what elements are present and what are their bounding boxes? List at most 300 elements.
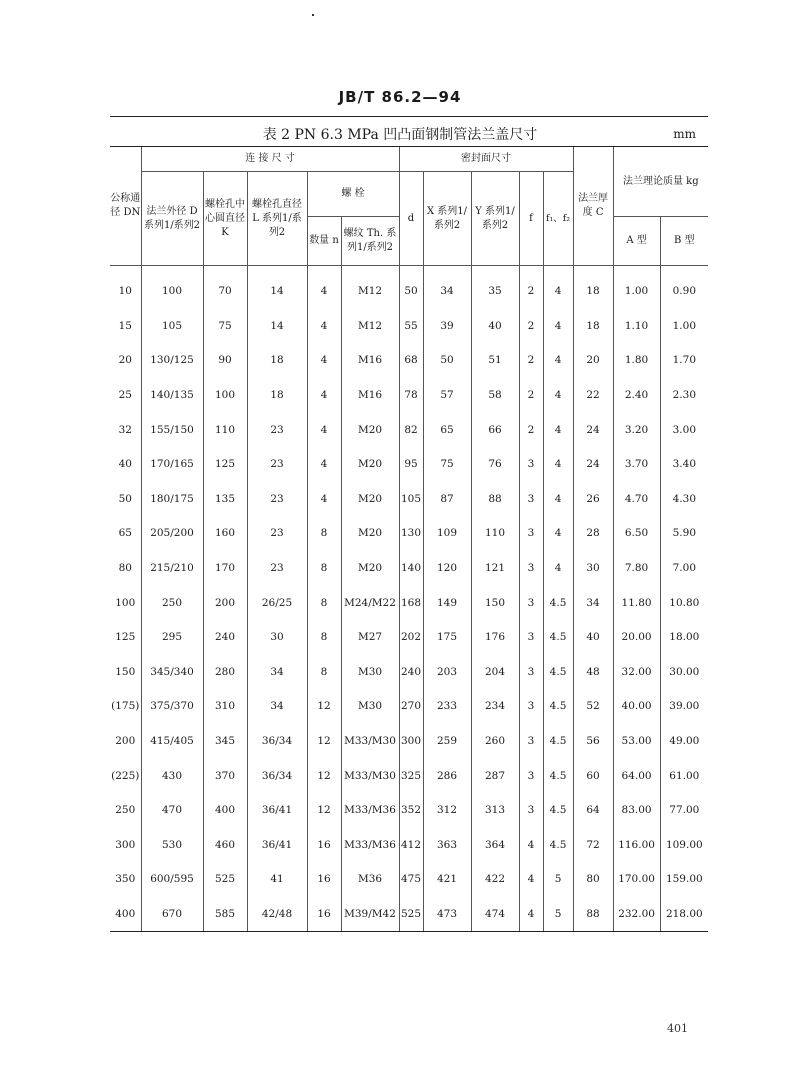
- table-cell: 66: [471, 412, 519, 447]
- table-cell: 250: [115, 804, 136, 817]
- table-cell: 0.90: [660, 266, 708, 309]
- table-cell: 475: [399, 862, 423, 897]
- table-row: [110, 793, 708, 828]
- table-cell: 168: [399, 585, 423, 620]
- table-cell: M16: [341, 378, 399, 413]
- table-cell: 525: [399, 897, 423, 932]
- table-cell: 202: [399, 620, 423, 655]
- table-cell: 11.80: [613, 585, 660, 620]
- table-cell: 460: [203, 828, 247, 863]
- table-cell: 4: [543, 309, 573, 344]
- table-cell: 50: [399, 266, 423, 309]
- table-cell: M20: [341, 482, 399, 517]
- table-cell: 75: [203, 309, 247, 344]
- table-cell: 14: [247, 309, 307, 344]
- table-cell: 4.70: [613, 482, 660, 517]
- table-cell: 4: [307, 482, 341, 517]
- group-header-connection: 连 接 尺 寸: [141, 147, 399, 172]
- table-cell: 24: [573, 412, 613, 447]
- table-cell: 270: [399, 689, 423, 724]
- table-cell: M33/M30: [341, 758, 399, 793]
- table-cell: 4.5: [543, 793, 573, 828]
- table-cell: 4.5: [543, 724, 573, 759]
- table-cell: 16: [307, 897, 341, 932]
- table-cell: 205/200: [141, 516, 203, 551]
- table-cell: 4.5: [543, 655, 573, 690]
- table-cell: 3: [519, 585, 543, 620]
- table-row: [110, 620, 708, 655]
- table-cell: 10.80: [660, 585, 708, 620]
- table-cell: 23: [247, 447, 307, 482]
- table-cell: 12: [307, 724, 341, 759]
- table-cell: 72: [573, 828, 613, 863]
- table-cell: 26: [573, 482, 613, 517]
- table-cell: 155/150: [141, 412, 203, 447]
- table-cell: (225): [111, 769, 140, 782]
- table-cell: 5: [543, 862, 573, 897]
- table-cell: 4: [543, 412, 573, 447]
- table-cell: 14: [247, 266, 307, 309]
- unit-label: mm: [673, 127, 696, 141]
- table-cell: 175: [423, 620, 471, 655]
- table-cell: 68: [399, 343, 423, 378]
- table-cell: 16: [307, 862, 341, 897]
- table-cell: M33/M30: [341, 724, 399, 759]
- table-cell: 422: [471, 862, 519, 897]
- table-cell: 4.5: [543, 689, 573, 724]
- table-cell: 3.20: [613, 412, 660, 447]
- table-cell: 600/595: [141, 862, 203, 897]
- table-cell: 36/34: [247, 724, 307, 759]
- table-cell: 3: [519, 758, 543, 793]
- table-cell: 30: [573, 551, 613, 586]
- table-cell: 55: [399, 309, 423, 344]
- table-cell: 12: [307, 793, 341, 828]
- table-cell: 670: [141, 897, 203, 932]
- table-cell: M36: [341, 862, 399, 897]
- table-cell: M33/M36: [341, 793, 399, 828]
- table-caption: 表 2 PN 6.3 MPa 凹凸面钢制管法兰盖尺寸: [262, 127, 538, 143]
- table-cell: 240: [203, 620, 247, 655]
- table-cell: 34: [247, 689, 307, 724]
- table-cell: 2: [519, 412, 543, 447]
- col-header-bolt-hole: 螺栓孔直径 L 系列1/系列2: [247, 172, 307, 266]
- table-row: [110, 655, 708, 690]
- table-cell: 39: [423, 309, 471, 344]
- group-header-sealing: 密封面尺寸: [399, 147, 573, 172]
- table-cell: 26/25: [247, 585, 307, 620]
- table-cell: 77.00: [660, 793, 708, 828]
- table-cell: 233: [423, 689, 471, 724]
- table-cell: 80: [118, 562, 132, 575]
- table-cell: 60: [573, 758, 613, 793]
- table-cell: 215/210: [141, 551, 203, 586]
- table-cell: M20: [341, 447, 399, 482]
- table-cell: 23: [247, 551, 307, 586]
- table-cell: 260: [471, 724, 519, 759]
- table-cell: 352: [399, 793, 423, 828]
- page-number: 401: [667, 1022, 688, 1035]
- table-cell: 3.40: [660, 447, 708, 482]
- table-cell: 65: [423, 412, 471, 447]
- table-row: [110, 343, 708, 378]
- table-cell: 8: [307, 551, 341, 586]
- table-cell: 160: [203, 516, 247, 551]
- table-cell: 18: [573, 309, 613, 344]
- table-cell: 3: [519, 482, 543, 517]
- table-cell: 125: [203, 447, 247, 482]
- table-cell: 4.5: [543, 620, 573, 655]
- table-cell: 8: [307, 585, 341, 620]
- table-cell: 412: [399, 828, 423, 863]
- table-cell: 4: [519, 897, 543, 932]
- col-header-x: X 系列1/系列2: [423, 172, 471, 266]
- standard-code: JB/T 86.2—94: [338, 88, 462, 106]
- table-cell: (175): [111, 700, 140, 713]
- table-cell: 5.90: [660, 516, 708, 551]
- table-cell: 34: [573, 585, 613, 620]
- table-cell: 2.40: [613, 378, 660, 413]
- table-cell: 83.00: [613, 793, 660, 828]
- table-cell: 4: [307, 343, 341, 378]
- table-cell: 24: [573, 447, 613, 482]
- table-cell: 40: [118, 458, 132, 471]
- table-cell: 4: [307, 412, 341, 447]
- table-cell: 32: [118, 423, 132, 436]
- table-cell: 64.00: [613, 758, 660, 793]
- table-cell: 4: [307, 447, 341, 482]
- table-row: [110, 412, 708, 447]
- table-cell: 234: [471, 689, 519, 724]
- table-cell: 36/41: [247, 828, 307, 863]
- table-body: [110, 266, 708, 932]
- table-cell: 2: [519, 378, 543, 413]
- table-cell: 200: [115, 735, 136, 748]
- table-cell: 88: [471, 482, 519, 517]
- table-cell: 64: [573, 793, 613, 828]
- table-cell: 364: [471, 828, 519, 863]
- table-cell: 370: [203, 758, 247, 793]
- table-cell: 585: [203, 897, 247, 932]
- table-cell: 87: [423, 482, 471, 517]
- table-cell: 105: [141, 309, 203, 344]
- table-cell: 200: [203, 585, 247, 620]
- table-cell: 530: [141, 828, 203, 863]
- table-cell: 1.10: [613, 309, 660, 344]
- table-cell: 135: [203, 482, 247, 517]
- table-cell: 312: [423, 793, 471, 828]
- table-cell: M24/M22: [341, 585, 399, 620]
- table-cell: 350: [115, 873, 136, 886]
- table-row: [110, 828, 708, 863]
- table-cell: 105: [399, 482, 423, 517]
- table-cell: 8: [307, 516, 341, 551]
- table-cell: 3: [519, 620, 543, 655]
- table-cell: 18: [247, 378, 307, 413]
- col-header-f1f2: f₁、f₂: [543, 172, 573, 266]
- table-cell: 88: [573, 897, 613, 932]
- table-cell: 53.00: [613, 724, 660, 759]
- table-row: [110, 585, 708, 620]
- table-cell: 7.80: [613, 551, 660, 586]
- table-cell: 3.70: [613, 447, 660, 482]
- table-cell: 1.00: [660, 309, 708, 344]
- table-row: [110, 897, 708, 932]
- table-cell: 140: [399, 551, 423, 586]
- table-cell: 4.5: [543, 585, 573, 620]
- table-cell: M12: [341, 266, 399, 309]
- table-cell: 430: [141, 758, 203, 793]
- table-cell: 36/34: [247, 758, 307, 793]
- table-cell: 18: [247, 343, 307, 378]
- table-cell: 40: [471, 309, 519, 344]
- col-header-f: f: [519, 172, 543, 266]
- table-cell: 232.00: [613, 897, 660, 932]
- table-cell: 300: [399, 724, 423, 759]
- table-cell: 39.00: [660, 689, 708, 724]
- table-cell: 8: [307, 620, 341, 655]
- table-cell: 470: [141, 793, 203, 828]
- table-cell: 150: [115, 665, 136, 678]
- table-cell: 50: [118, 492, 132, 505]
- table-cell: 170.00: [613, 862, 660, 897]
- table-cell: 2: [519, 343, 543, 378]
- table-cell: M16: [341, 343, 399, 378]
- table-cell: 3: [519, 655, 543, 690]
- table-cell: 120: [423, 551, 471, 586]
- table-cell: 474: [471, 897, 519, 932]
- table-cell: 4: [307, 309, 341, 344]
- table-cell: M30: [341, 655, 399, 690]
- table-cell: 110: [203, 412, 247, 447]
- table-cell: 16: [307, 828, 341, 863]
- table-cell: 287: [471, 758, 519, 793]
- table-cell: 65: [118, 527, 132, 540]
- table-cell: 4.5: [543, 758, 573, 793]
- table-row: [110, 758, 708, 793]
- table-cell: M12: [341, 309, 399, 344]
- table-cell: 170: [203, 551, 247, 586]
- table-cell: 6.50: [613, 516, 660, 551]
- table-cell: 4: [519, 862, 543, 897]
- table-cell: 41: [247, 862, 307, 897]
- table-cell: 42/48: [247, 897, 307, 932]
- col-header-dn: 公称通径 DN: [110, 147, 141, 266]
- table-cell: 345/340: [141, 655, 203, 690]
- table-cell: 4: [307, 378, 341, 413]
- col-header-type-b: B 型: [660, 217, 708, 266]
- table-cell: 400: [203, 793, 247, 828]
- table-cell: 30.00: [660, 655, 708, 690]
- table-cell: 250: [141, 585, 203, 620]
- table-cell: 34: [247, 655, 307, 690]
- table-cell: 100: [203, 378, 247, 413]
- table-cell: 20: [118, 354, 132, 367]
- table-cell: 3.00: [660, 412, 708, 447]
- table-cell: 100: [115, 596, 136, 609]
- table-cell: 5: [543, 897, 573, 932]
- table-cell: 49.00: [660, 724, 708, 759]
- table-cell: 2: [519, 266, 543, 309]
- table-cell: 325: [399, 758, 423, 793]
- header-rule: [110, 116, 708, 117]
- col-header-flange-od: 法兰外径 D 系列1/系列2: [141, 172, 203, 266]
- table-cell: 421: [423, 862, 471, 897]
- table-cell: 23: [247, 482, 307, 517]
- group-header-bolt: 螺 栓: [307, 172, 399, 217]
- table-cell: 40: [573, 620, 613, 655]
- table-cell: 159.00: [660, 862, 708, 897]
- table-cell: 23: [247, 516, 307, 551]
- table-cell: 170/165: [141, 447, 203, 482]
- table-cell: 4.30: [660, 482, 708, 517]
- table-cell: 4: [543, 516, 573, 551]
- table-cell: 90: [203, 343, 247, 378]
- table-cell: 1.80: [613, 343, 660, 378]
- table-cell: 4: [519, 828, 543, 863]
- col-header-type-a: A 型: [613, 217, 660, 266]
- table-cell: M20: [341, 551, 399, 586]
- table-cell: 280: [203, 655, 247, 690]
- table-row: [110, 378, 708, 413]
- table-row: [110, 516, 708, 551]
- table-cell: 80: [573, 862, 613, 897]
- table-cell: M20: [341, 412, 399, 447]
- table-cell: 203: [423, 655, 471, 690]
- table-cell: M20: [341, 516, 399, 551]
- table-cell: 125: [115, 631, 136, 644]
- table-cell: 4: [543, 447, 573, 482]
- table-cell: 3: [519, 551, 543, 586]
- flange-dimension-table: [110, 146, 708, 932]
- table-cell: M27: [341, 620, 399, 655]
- table-cell: 2: [519, 309, 543, 344]
- table-cell: 32.00: [613, 655, 660, 690]
- table-cell: 116.00: [613, 828, 660, 863]
- table-row: [110, 551, 708, 586]
- table-cell: 204: [471, 655, 519, 690]
- table-cell: 51: [471, 343, 519, 378]
- table-cell: 2.30: [660, 378, 708, 413]
- table-cell: 140/135: [141, 378, 203, 413]
- table-cell: 3: [519, 689, 543, 724]
- table-cell: 12: [307, 758, 341, 793]
- table-cell: 150: [471, 585, 519, 620]
- table-cell: 56: [573, 724, 613, 759]
- table-cell: 3: [519, 793, 543, 828]
- table-cell: 23: [247, 412, 307, 447]
- table-cell: 3: [519, 447, 543, 482]
- table-cell: 61.00: [660, 758, 708, 793]
- table-cell: 75: [423, 447, 471, 482]
- table-cell: 4: [543, 343, 573, 378]
- table-cell: M39/M42: [341, 897, 399, 932]
- table-cell: 345: [203, 724, 247, 759]
- table-cell: 34: [423, 266, 471, 309]
- table-cell: 375/370: [141, 689, 203, 724]
- table-cell: 30: [247, 620, 307, 655]
- table-cell: 18.00: [660, 620, 708, 655]
- col-header-bolt-circle: 螺栓孔中心圆直径 K: [203, 172, 247, 266]
- table-cell: M33/M36: [341, 828, 399, 863]
- table-cell: 300: [115, 838, 136, 851]
- table-cell: 40.00: [613, 689, 660, 724]
- table-cell: 12: [307, 689, 341, 724]
- col-header-thickness: 法兰厚度 C: [573, 147, 613, 266]
- table-cell: 57: [423, 378, 471, 413]
- table-cell: 95: [399, 447, 423, 482]
- table-cell: 52: [573, 689, 613, 724]
- table-cell: 109: [423, 516, 471, 551]
- table-cell: 130/125: [141, 343, 203, 378]
- table-cell: 4: [543, 482, 573, 517]
- group-header-mass: 法兰理论质量 kg: [613, 147, 708, 217]
- table-cell: 313: [471, 793, 519, 828]
- table-row: [110, 266, 708, 309]
- col-header-bolt-count: 数量 n: [307, 217, 341, 266]
- table-cell: 121: [471, 551, 519, 586]
- scan-speck: [312, 14, 314, 16]
- table-cell: 525: [203, 862, 247, 897]
- table-cell: 286: [423, 758, 471, 793]
- table-row: [110, 689, 708, 724]
- table-cell: 36/41: [247, 793, 307, 828]
- table-cell: 48: [573, 655, 613, 690]
- col-header-y: Y 系列1/系列2: [471, 172, 519, 266]
- table-cell: 3: [519, 724, 543, 759]
- table-row: [110, 309, 708, 344]
- table-cell: 20.00: [613, 620, 660, 655]
- table-cell: 8: [307, 655, 341, 690]
- table-cell: 4: [543, 551, 573, 586]
- table-cell: 4: [543, 266, 573, 309]
- table-cell: 1.00: [613, 266, 660, 309]
- table-cell: 28: [573, 516, 613, 551]
- table-row: [110, 724, 708, 759]
- table-cell: 130: [399, 516, 423, 551]
- table-cell: 20: [573, 343, 613, 378]
- table-cell: 7.00: [660, 551, 708, 586]
- table-cell: 295: [141, 620, 203, 655]
- table-row: [110, 447, 708, 482]
- table-cell: 218.00: [660, 897, 708, 932]
- table-cell: 3: [519, 516, 543, 551]
- table-cell: 25: [118, 389, 132, 402]
- table-cell: 15: [118, 319, 132, 332]
- table-cell: 109.00: [660, 828, 708, 863]
- table-cell: 4: [543, 378, 573, 413]
- table-cell: 110: [471, 516, 519, 551]
- table-cell: 22: [573, 378, 613, 413]
- table-cell: 310: [203, 689, 247, 724]
- col-header-bolt-thread: 螺纹 Th. 系列1/系列2: [341, 217, 399, 266]
- table-cell: 58: [471, 378, 519, 413]
- table-row: [110, 862, 708, 897]
- table-cell: 4.5: [543, 828, 573, 863]
- table-cell: 1.70: [660, 343, 708, 378]
- table-cell: 259: [423, 724, 471, 759]
- table-cell: 35: [471, 266, 519, 309]
- table-cell: 50: [423, 343, 471, 378]
- table-cell: 4: [307, 266, 341, 309]
- col-header-d: d: [399, 172, 423, 266]
- table-cell: 82: [399, 412, 423, 447]
- table-cell: 415/405: [141, 724, 203, 759]
- table-row: [110, 482, 708, 517]
- table-cell: 100: [141, 266, 203, 309]
- table-cell: 176: [471, 620, 519, 655]
- table-cell: M30: [341, 689, 399, 724]
